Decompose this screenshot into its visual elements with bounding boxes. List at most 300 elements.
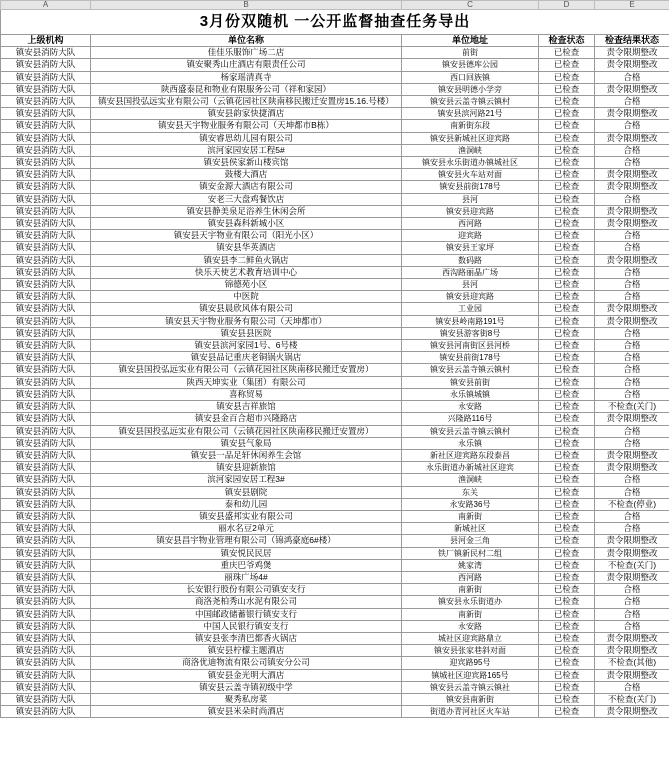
cell-unit-address[interactable]: 南新街: [402, 510, 539, 522]
cell-check-status[interactable]: 已检查: [539, 83, 595, 95]
cell-unit-address[interactable]: 永安路: [402, 401, 539, 413]
cell-check-status[interactable]: 已检查: [539, 535, 595, 547]
table-row: [1, 376, 669, 388]
cell-unit-name[interactable]: 镇安县森科新城小区: [91, 218, 402, 230]
column-letter-d[interactable]: D: [539, 1, 595, 10]
cell-parent-org[interactable]: 镇安县消防大队: [1, 559, 91, 571]
cell-unit-address[interactable]: 镇安县前街178号: [402, 181, 539, 193]
cell-unit-name[interactable]: 中国邮政储蓄银行镇安支行: [91, 608, 402, 620]
cell-unit-address[interactable]: 南新街: [402, 608, 539, 620]
cell-result-status[interactable]: 合格: [595, 620, 669, 632]
cell-parent-org[interactable]: 镇安县消防大队: [1, 132, 91, 144]
cell-parent-org[interactable]: 镇安县消防大队: [1, 242, 91, 254]
header-check-status[interactable]: 检查状态: [539, 35, 595, 47]
cell-unit-address[interactable]: 永乐镇城镇: [402, 388, 539, 400]
cell-check-status[interactable]: 已检查: [539, 71, 595, 83]
cell-unit-name[interactable]: 镇安县米朵时尚酒店: [91, 706, 402, 718]
cell-unit-name[interactable]: 锦德苑小区: [91, 279, 402, 291]
cell-unit-address[interactable]: 镇城社区迎宾路165号: [402, 669, 539, 681]
cell-result-status[interactable]: 合格: [595, 266, 669, 278]
cell-unit-address[interactable]: 镇安县河南街区县河桥: [402, 340, 539, 352]
cell-result-status[interactable]: 责令限期整改: [595, 547, 669, 559]
cell-unit-address[interactable]: 西河路: [402, 218, 539, 230]
cell-result-status[interactable]: 合格: [595, 71, 669, 83]
cell-unit-address[interactable]: 东关: [402, 486, 539, 498]
cell-check-status[interactable]: 已检查: [539, 303, 595, 315]
cell-result-status[interactable]: 合格: [595, 157, 669, 169]
cell-parent-org[interactable]: 镇安县消防大队: [1, 291, 91, 303]
cell-check-status[interactable]: 已检查: [539, 352, 595, 364]
cell-unit-address[interactable]: 镇安县岭南路191号: [402, 315, 539, 327]
cell-parent-org[interactable]: 镇安县消防大队: [1, 120, 91, 132]
cell-unit-name[interactable]: 长安银行股份有限公司镇安支行: [91, 584, 402, 596]
cell-unit-name[interactable]: 镇安县华英酒店: [91, 242, 402, 254]
cell-result-status[interactable]: 合格: [595, 376, 669, 388]
cell-check-status[interactable]: 已检查: [539, 315, 595, 327]
cell-result-status[interactable]: 责令限期整改: [595, 462, 669, 474]
cell-check-status[interactable]: 已检查: [539, 169, 595, 181]
cell-unit-address[interactable]: 镇安县张家巷斜对面: [402, 645, 539, 657]
cell-check-status[interactable]: 已检查: [539, 693, 595, 705]
cell-parent-org[interactable]: 镇安县消防大队: [1, 425, 91, 437]
cell-result-status[interactable]: 责令限期整改: [595, 413, 669, 425]
cell-result-status[interactable]: 合格: [595, 340, 669, 352]
cell-check-status[interactable]: 已检查: [539, 205, 595, 217]
cell-unit-address[interactable]: 迎宾路95号: [402, 657, 539, 669]
cell-unit-address[interactable]: 铁厂镇新民村二组: [402, 547, 539, 559]
cell-result-status[interactable]: 合格: [595, 352, 669, 364]
cell-unit-name[interactable]: 喜称贸易: [91, 388, 402, 400]
cell-unit-name[interactable]: 陕西盛泰昆和物业有限服务公司（祥和家园）: [91, 83, 402, 95]
cell-unit-address[interactable]: 镇安县前街: [402, 376, 539, 388]
cell-parent-org[interactable]: 镇安县消防大队: [1, 340, 91, 352]
cell-check-status[interactable]: 已检查: [539, 523, 595, 535]
cell-parent-org[interactable]: 镇安县消防大队: [1, 352, 91, 364]
cell-unit-address[interactable]: 新城社区: [402, 523, 539, 535]
cell-unit-name[interactable]: 镇安县天宇物业服务有限公司（天坤都市B栋）: [91, 120, 402, 132]
cell-check-status[interactable]: 已检查: [539, 364, 595, 376]
cell-check-status[interactable]: 已检查: [539, 462, 595, 474]
cell-unit-address[interactable]: 西口回族镇: [402, 71, 539, 83]
cell-result-status[interactable]: 合格: [595, 230, 669, 242]
cell-unit-name[interactable]: 镇安县品记重庆老铜锅火锅店: [91, 352, 402, 364]
cell-parent-org[interactable]: 镇安县消防大队: [1, 205, 91, 217]
cell-parent-org[interactable]: 镇安县消防大队: [1, 71, 91, 83]
cell-parent-org[interactable]: 镇安县消防大队: [1, 59, 91, 71]
cell-check-status[interactable]: 已检查: [539, 449, 595, 461]
cell-parent-org[interactable]: 镇安县消防大队: [1, 364, 91, 376]
cell-unit-address[interactable]: 镇安县新城社区迎宾路: [402, 132, 539, 144]
cell-parent-org[interactable]: 镇安县消防大队: [1, 510, 91, 522]
cell-result-status[interactable]: 责令限期整改: [595, 59, 669, 71]
cell-unit-name[interactable]: 镇安县金光明大酒店: [91, 669, 402, 681]
cell-result-status[interactable]: 责令限期整改: [595, 205, 669, 217]
cell-unit-name[interactable]: 镇安县侯家新山楼宾馆: [91, 157, 402, 169]
cell-check-status[interactable]: 已检查: [539, 559, 595, 571]
cell-parent-org[interactable]: 镇安县消防大队: [1, 498, 91, 510]
cell-result-status[interactable]: 责令限期整改: [595, 47, 669, 59]
cell-result-status[interactable]: 合格: [595, 437, 669, 449]
cell-unit-name[interactable]: 丽水名豆2单元: [91, 523, 402, 535]
cell-unit-name[interactable]: 镇安县静美泉足浴养生休闲会所: [91, 205, 402, 217]
cell-unit-name[interactable]: 泰和幼儿园: [91, 498, 402, 510]
header-row: [1, 35, 669, 47]
cell-unit-address[interactable]: 镇安县火车站对面: [402, 169, 539, 181]
cell-unit-name[interactable]: 镇安县云盖寺镇初级中学: [91, 681, 402, 693]
cell-check-status[interactable]: 已检查: [539, 498, 595, 510]
column-letter-e[interactable]: E: [595, 1, 669, 10]
cell-unit-name[interactable]: 佳佳乐服饰广场二店: [91, 47, 402, 59]
cell-unit-name[interactable]: 镇安金源大酒店有限公司: [91, 181, 402, 193]
cell-unit-name[interactable]: 镇安睿思幼儿园有限公司: [91, 132, 402, 144]
cell-check-status[interactable]: 已检查: [539, 327, 595, 339]
cell-parent-org[interactable]: 镇安县消防大队: [1, 474, 91, 486]
cell-check-status[interactable]: 已检查: [539, 571, 595, 583]
cell-parent-org[interactable]: 镇安县消防大队: [1, 218, 91, 230]
cell-check-status[interactable]: 已检查: [539, 193, 595, 205]
cell-check-status[interactable]: 已检查: [539, 437, 595, 449]
cell-check-status[interactable]: 已检查: [539, 632, 595, 644]
cell-unit-name[interactable]: 镇安县天宇物业有限公司（阳光小区）: [91, 230, 402, 242]
cell-unit-address[interactable]: 镇安县德库公园: [402, 59, 539, 71]
cell-unit-address[interactable]: 镇安县云盖寺镇云镇社: [402, 681, 539, 693]
cell-unit-address[interactable]: 镇安县云盖寺镇云镇村: [402, 425, 539, 437]
cell-parent-org[interactable]: 镇安县消防大队: [1, 657, 91, 669]
cell-unit-name[interactable]: 商洛尧柏秀山水泥有限公司: [91, 596, 402, 608]
cell-unit-address[interactable]: 城社区迎宾路鼎立: [402, 632, 539, 644]
header-result-status[interactable]: 检查结果状态: [595, 35, 669, 47]
cell-unit-address[interactable]: 南新街东段: [402, 120, 539, 132]
cell-check-status[interactable]: 已检查: [539, 340, 595, 352]
cell-unit-address[interactable]: 姚家湾: [402, 559, 539, 571]
cell-check-status[interactable]: 已检查: [539, 401, 595, 413]
table-row: [1, 144, 669, 156]
cell-result-status[interactable]: 责令限期整改: [595, 303, 669, 315]
cell-check-status[interactable]: 已检查: [539, 547, 595, 559]
cell-parent-org[interactable]: 镇安县消防大队: [1, 437, 91, 449]
table-row: [1, 230, 669, 242]
cell-check-status[interactable]: 已检查: [539, 681, 595, 693]
cell-result-status[interactable]: 合格: [595, 510, 669, 522]
cell-result-status[interactable]: 合格: [595, 96, 669, 108]
cell-unit-address[interactable]: 镇安县游客街8号: [402, 327, 539, 339]
cell-unit-name[interactable]: 镇安县吉祥旅馆: [91, 401, 402, 413]
cell-unit-address[interactable]: 镇安县滨河路21号: [402, 108, 539, 120]
cell-unit-name[interactable]: 镇安县一品足轩休闲养生会馆: [91, 449, 402, 461]
cell-unit-name[interactable]: 快乐天使艺术教育培训中心: [91, 266, 402, 278]
cell-unit-name[interactable]: 镇安县晨欣风体有限公司: [91, 303, 402, 315]
cell-check-status[interactable]: 已检查: [539, 413, 595, 425]
cell-parent-org[interactable]: 镇安县消防大队: [1, 376, 91, 388]
cell-unit-address[interactable]: 镇安县永乐街道办镇城社区: [402, 157, 539, 169]
cell-result-status[interactable]: 合格: [595, 474, 669, 486]
cell-parent-org[interactable]: 镇安县消防大队: [1, 596, 91, 608]
cell-check-status[interactable]: 已检查: [539, 242, 595, 254]
cell-result-status[interactable]: 责令限期整改: [595, 571, 669, 583]
cell-parent-org[interactable]: 镇安县消防大队: [1, 144, 91, 156]
cell-parent-org[interactable]: 镇安县消防大队: [1, 620, 91, 632]
cell-unit-address[interactable]: 西河路: [402, 571, 539, 583]
cell-parent-org[interactable]: 镇安县消防大队: [1, 388, 91, 400]
cell-parent-org[interactable]: 镇安县消防大队: [1, 157, 91, 169]
cell-unit-name[interactable]: 镇安县气象局: [91, 437, 402, 449]
header-parent-org[interactable]: 上级机构: [1, 35, 91, 47]
cell-check-status[interactable]: 已检查: [539, 181, 595, 193]
cell-result-status[interactable]: 不检查(其他): [595, 657, 669, 669]
cell-check-status[interactable]: 已检查: [539, 266, 595, 278]
cell-result-status[interactable]: 不检查(关门): [595, 559, 669, 571]
cell-check-status[interactable]: 已检查: [539, 279, 595, 291]
cell-unit-address[interactable]: 渔洞峡: [402, 144, 539, 156]
table-row: [1, 205, 669, 217]
cell-unit-name[interactable]: 中医院: [91, 291, 402, 303]
cell-unit-name[interactable]: 镇安县柠檬主题酒店: [91, 645, 402, 657]
cell-check-status[interactable]: 已检查: [539, 425, 595, 437]
cell-check-status[interactable]: 已检查: [539, 608, 595, 620]
cell-unit-name[interactable]: 中国人民银行镇安支行: [91, 620, 402, 632]
column-letter-b[interactable]: B: [91, 1, 402, 10]
cell-unit-name[interactable]: 镇安县剧院: [91, 486, 402, 498]
cell-unit-name[interactable]: 镇安悦民民居: [91, 547, 402, 559]
table-row: [1, 413, 669, 425]
cell-result-status[interactable]: 合格: [595, 388, 669, 400]
cell-check-status[interactable]: 已检查: [539, 254, 595, 266]
cell-unit-name[interactable]: 商洛优迪物流有限公司镇安分公司: [91, 657, 402, 669]
cell-result-status[interactable]: 合格: [595, 120, 669, 132]
cell-unit-name[interactable]: 滨河家园安居工程3#: [91, 474, 402, 486]
cell-result-status[interactable]: 责令限期整改: [595, 254, 669, 266]
cell-result-status[interactable]: 责令限期整改: [595, 669, 669, 681]
cell-result-status[interactable]: 合格: [595, 291, 669, 303]
cell-unit-name[interactable]: 镇安县县医院: [91, 327, 402, 339]
cell-result-status[interactable]: 责令限期整改: [595, 218, 669, 230]
cell-parent-org[interactable]: 镇安县消防大队: [1, 706, 91, 718]
cell-parent-org[interactable]: 镇安县消防大队: [1, 108, 91, 120]
table-row: [1, 327, 669, 339]
cell-unit-address[interactable]: 街道办青河社区火车站: [402, 706, 539, 718]
cell-result-status[interactable]: 合格: [595, 681, 669, 693]
cell-check-status[interactable]: 已检查: [539, 376, 595, 388]
cell-parent-org[interactable]: 镇安县消防大队: [1, 401, 91, 413]
cell-check-status[interactable]: 已检查: [539, 120, 595, 132]
cell-parent-org[interactable]: 镇安县消防大队: [1, 462, 91, 474]
cell-check-status[interactable]: 已检查: [539, 510, 595, 522]
cell-unit-name[interactable]: 镇安县国投弘远实业有限公司（云镇花园社区陕南移民搬迁安置房）: [91, 425, 402, 437]
cell-unit-name[interactable]: 镇安县国投弘远实业有限公司（云镇花园社区陕南移民搬迁安置房）: [91, 364, 402, 376]
cell-result-status[interactable]: 合格: [595, 596, 669, 608]
cell-check-status[interactable]: 已检查: [539, 706, 595, 718]
cell-parent-org[interactable]: 镇安县消防大队: [1, 547, 91, 559]
cell-check-status[interactable]: 已检查: [539, 218, 595, 230]
cell-check-status[interactable]: 已检查: [539, 486, 595, 498]
cell-parent-org[interactable]: 镇安县消防大队: [1, 193, 91, 205]
cell-result-status[interactable]: 责令限期整改: [595, 108, 669, 120]
cell-parent-org[interactable]: 镇安县消防大队: [1, 681, 91, 693]
cell-unit-name[interactable]: 镇安县天宇物业服务有限公司（天坤都市）: [91, 315, 402, 327]
cell-parent-org[interactable]: 镇安县消防大队: [1, 169, 91, 181]
cell-result-status[interactable]: 合格: [595, 144, 669, 156]
cell-unit-address[interactable]: 渔洞峡: [402, 474, 539, 486]
table-row: [1, 559, 669, 571]
cell-result-status[interactable]: 责令限期整改: [595, 449, 669, 461]
cell-result-status[interactable]: 责令限期整改: [595, 169, 669, 181]
table-row: [1, 620, 669, 632]
cell-unit-address[interactable]: 数码路: [402, 254, 539, 266]
cell-unit-name[interactable]: 陕西天坤实业（集团）有限公司: [91, 376, 402, 388]
cell-parent-org[interactable]: 镇安县消防大队: [1, 523, 91, 535]
cell-parent-org[interactable]: 镇安县消防大队: [1, 279, 91, 291]
cell-parent-org[interactable]: 镇安县消防大队: [1, 413, 91, 425]
cell-parent-org[interactable]: 镇安县消防大队: [1, 693, 91, 705]
cell-unit-address[interactable]: 永乐街道办新城社区迎宾: [402, 462, 539, 474]
cell-result-status[interactable]: 责令限期整改: [595, 535, 669, 547]
cell-result-status[interactable]: 不检查(关门): [595, 693, 669, 705]
cell-check-status[interactable]: 已检查: [539, 645, 595, 657]
cell-unit-address[interactable]: 镇安县前街178号: [402, 352, 539, 364]
cell-unit-address[interactable]: 县河: [402, 279, 539, 291]
cell-check-status[interactable]: 已检查: [539, 230, 595, 242]
table-row: [1, 657, 669, 669]
cell-parent-org[interactable]: 镇安县消防大队: [1, 315, 91, 327]
cell-unit-address[interactable]: 永乐镇: [402, 437, 539, 449]
cell-result-status[interactable]: 合格: [595, 425, 669, 437]
cell-check-status[interactable]: 已检查: [539, 291, 595, 303]
cell-unit-address[interactable]: 新社区迎宾路东段泰昌: [402, 449, 539, 461]
cell-unit-address[interactable]: 兴隆路116号: [402, 413, 539, 425]
cell-parent-org[interactable]: 镇安县消防大队: [1, 669, 91, 681]
cell-parent-org[interactable]: 镇安县消防大队: [1, 535, 91, 547]
cell-check-status[interactable]: 已检查: [539, 96, 595, 108]
cell-unit-address[interactable]: 县河金三角: [402, 535, 539, 547]
cell-result-status[interactable]: 合格: [595, 608, 669, 620]
cell-unit-address[interactable]: 永安路: [402, 620, 539, 632]
cell-unit-name[interactable]: 丽珠广场4#: [91, 571, 402, 583]
cell-unit-name[interactable]: 镇安县韵家快捷酒店: [91, 108, 402, 120]
cell-unit-name[interactable]: 重庆巴爷鸡煲: [91, 559, 402, 571]
header-unit-address[interactable]: 单位地址: [402, 35, 539, 47]
cell-result-status[interactable]: 责令限期整改: [595, 315, 669, 327]
cell-unit-name[interactable]: 滨河家园安居工程5#: [91, 144, 402, 156]
cell-parent-org[interactable]: 镇安县消防大队: [1, 83, 91, 95]
cell-unit-name[interactable]: 镇安县迎新旅馆: [91, 462, 402, 474]
cell-result-status[interactable]: 责令限期整改: [595, 706, 669, 718]
cell-check-status[interactable]: 已检查: [539, 584, 595, 596]
cell-check-status[interactable]: 已检查: [539, 132, 595, 144]
cell-result-status[interactable]: 不检查(关门): [595, 401, 669, 413]
cell-result-status[interactable]: 不检查(停业): [595, 498, 669, 510]
cell-parent-org[interactable]: 镇安县消防大队: [1, 486, 91, 498]
cell-unit-address[interactable]: 镇安县南新街: [402, 693, 539, 705]
cell-parent-org[interactable]: 镇安县消防大队: [1, 96, 91, 108]
cell-check-status[interactable]: 已检查: [539, 47, 595, 59]
cell-parent-org[interactable]: 镇安县消防大队: [1, 266, 91, 278]
cell-check-status[interactable]: 已检查: [539, 59, 595, 71]
cell-check-status[interactable]: 已检查: [539, 157, 595, 169]
cell-unit-address[interactable]: 镇安县迎宾路: [402, 205, 539, 217]
column-letter-c[interactable]: C: [402, 1, 539, 10]
cell-check-status[interactable]: 已检查: [539, 144, 595, 156]
table-row: [1, 132, 669, 144]
cell-result-status[interactable]: 合格: [595, 584, 669, 596]
cell-parent-org[interactable]: 镇安县消防大队: [1, 632, 91, 644]
table-row: [1, 303, 669, 315]
header-unit-name[interactable]: 单位名称: [91, 35, 402, 47]
cell-unit-name[interactable]: 聚秀私房菜: [91, 693, 402, 705]
cell-parent-org[interactable]: 镇安县消防大队: [1, 645, 91, 657]
cell-unit-address[interactable]: 前街: [402, 47, 539, 59]
cell-unit-name[interactable]: 镇安县昌宇物业管理有限公司（锦鸿豪庭6#楼）: [91, 535, 402, 547]
cell-parent-org[interactable]: 镇安县消防大队: [1, 608, 91, 620]
cell-check-status[interactable]: 已检查: [539, 388, 595, 400]
cell-check-status[interactable]: 已检查: [539, 108, 595, 120]
cell-unit-name[interactable]: 鼓楼大酒店: [91, 169, 402, 181]
cell-result-status[interactable]: 责令限期整改: [595, 181, 669, 193]
table-row: [1, 510, 669, 522]
cell-parent-org[interactable]: 镇安县消防大队: [1, 584, 91, 596]
cell-unit-address[interactable]: 县河: [402, 193, 539, 205]
cell-parent-org[interactable]: 镇安县消防大队: [1, 254, 91, 266]
cell-result-status[interactable]: 责令限期整改: [595, 83, 669, 95]
cell-result-status[interactable]: 合格: [595, 364, 669, 376]
cell-check-status[interactable]: 已检查: [539, 596, 595, 608]
cell-parent-org[interactable]: 镇安县消防大队: [1, 303, 91, 315]
cell-unit-name[interactable]: 镇安县张李清巴都香火锅店: [91, 632, 402, 644]
cell-unit-name[interactable]: 镇安县滨河家园1号、6号楼: [91, 340, 402, 352]
cell-unit-name[interactable]: 杨家瑶清真寺: [91, 71, 402, 83]
cell-result-status[interactable]: 合格: [595, 523, 669, 535]
cell-unit-address[interactable]: 镇安县云盖寺镇云镇村: [402, 364, 539, 376]
cell-unit-address[interactable]: 迎宾路: [402, 230, 539, 242]
cell-result-status[interactable]: 合格: [595, 486, 669, 498]
cell-result-status[interactable]: 合格: [595, 279, 669, 291]
cell-unit-address[interactable]: 工业园: [402, 303, 539, 315]
cell-unit-name[interactable]: 安老三大盘鸡餐饮店: [91, 193, 402, 205]
cell-check-status[interactable]: 已检查: [539, 657, 595, 669]
cell-unit-name[interactable]: 镇安县国投弘远实业有限公司（云镇花园社区陕南移民搬迁安置房15.16.号楼）: [91, 96, 402, 108]
cell-unit-address[interactable]: 镇安县明德小学旁: [402, 83, 539, 95]
cell-result-status[interactable]: 合格: [595, 242, 669, 254]
cell-parent-org[interactable]: 镇安县消防大队: [1, 571, 91, 583]
cell-check-status[interactable]: 已检查: [539, 669, 595, 681]
cell-result-status[interactable]: 合格: [595, 193, 669, 205]
cell-unit-address[interactable]: 南新街: [402, 584, 539, 596]
cell-unit-address[interactable]: 镇安县迎宾路: [402, 291, 539, 303]
cell-unit-name[interactable]: 镇安县盛邦实业有限公司: [91, 510, 402, 522]
cell-check-status[interactable]: 已检查: [539, 620, 595, 632]
cell-unit-address[interactable]: 镇安县王家坪: [402, 242, 539, 254]
cell-unit-name[interactable]: 镇安县李二鲜鱼火锅店: [91, 254, 402, 266]
cell-parent-org[interactable]: 镇安县消防大队: [1, 327, 91, 339]
column-letter-a[interactable]: A: [1, 1, 91, 10]
cell-unit-address[interactable]: 永安路36号: [402, 498, 539, 510]
cell-unit-name[interactable]: 镇安聚秀山庄酒店有限责任公司: [91, 59, 402, 71]
cell-unit-name[interactable]: 镇安县金百合超市兴隆路店: [91, 413, 402, 425]
cell-parent-org[interactable]: 镇安县消防大队: [1, 47, 91, 59]
cell-result-status[interactable]: 责令限期整改: [595, 645, 669, 657]
cell-unit-address[interactable]: 镇安县云盖寺镇云镇村: [402, 96, 539, 108]
cell-result-status[interactable]: 责令限期整改: [595, 632, 669, 644]
cell-unit-address[interactable]: 西沟路丽晶广场: [402, 266, 539, 278]
cell-result-status[interactable]: 合格: [595, 327, 669, 339]
table-row: [1, 462, 669, 474]
cell-parent-org[interactable]: 镇安县消防大队: [1, 181, 91, 193]
cell-unit-address[interactable]: 镇安县永乐街道办: [402, 596, 539, 608]
sheet-title[interactable]: 3月份双随机 一公开监督抽查任务导出: [1, 10, 669, 35]
cell-check-status[interactable]: 已检查: [539, 474, 595, 486]
cell-parent-org[interactable]: 镇安县消防大队: [1, 449, 91, 461]
cell-parent-org[interactable]: 镇安县消防大队: [1, 230, 91, 242]
cell-result-status[interactable]: 责令限期整改: [595, 132, 669, 144]
